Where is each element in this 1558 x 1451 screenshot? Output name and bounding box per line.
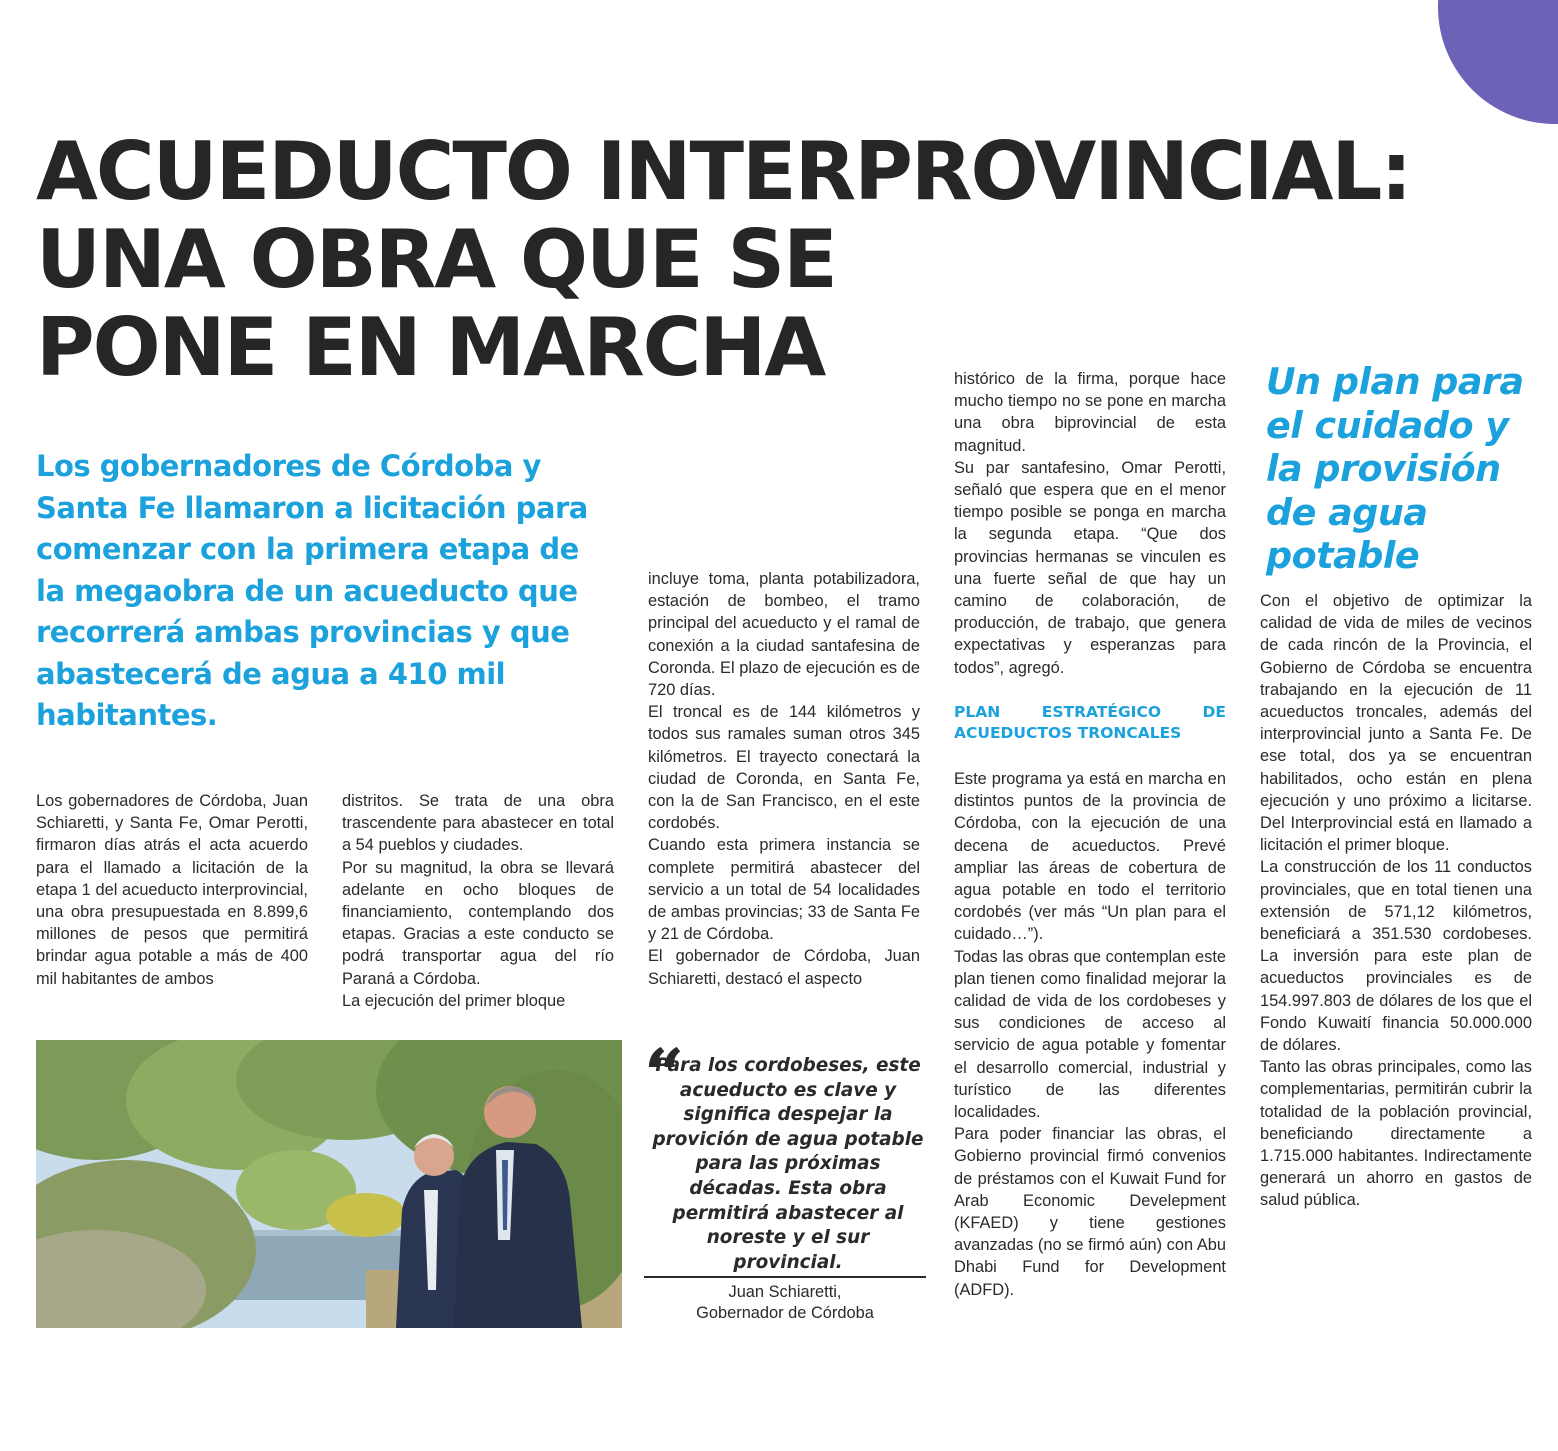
article-paragraph: La ejecución del primer bloque xyxy=(342,991,566,1010)
article-paragraph: Por su magnitud, la obra se llevará adelante en ocho bloques de financiamiento, contemplando dos etapas. Gracias a este conducto se podrá transportar agua del río Paraná a Córdoba. xyxy=(342,858,614,988)
sidebar-column xyxy=(1260,590,1532,1212)
article-paragraph: Este programa ya está en marcha en distintos puntos de la provincia de Córdoba, con la ejecución de una decena de acueductos. Prevé ampliar las áreas de cobertura de agua potable en todo el territorio cordobés (ver más “Un plan para el cuidado…”). xyxy=(954,770,1226,944)
article-paragraph: El gobernador de Córdoba, Juan Schiaretti, destacó el aspecto xyxy=(648,947,920,988)
article-column-4-bottom xyxy=(954,768,1226,1301)
article-paragraph: Todas las obras que contemplan este plan tienen como finalidad mejorar la calidad de vida de los cordobeses y sus condiciones de acceso al servicio de agua potable y fomentar el desarrollo comercial, industrial y turístico de las diferentes localidades. xyxy=(954,947,1226,1122)
sidebar-title: Un plan para el cuidado y la provisión de agua potable xyxy=(1266,360,1524,577)
quote-author-role: Gobernador de Córdoba xyxy=(696,1304,874,1322)
pull-quote: Para los cordobeses, este acueducto es clave y significa despejar la provición de agua potable para las próximas décadas. Esta obra permitirá abastecer al noreste y el sur provincial. xyxy=(652,1055,924,1273)
page-headline xyxy=(36,125,1536,394)
headline-line-2: UNA OBRA QUE SE xyxy=(36,213,836,306)
lead-paragraph: Los gobernadores de Córdoba y Santa Fe llamaron a licitación para comenzar con la primera etapa de la megaobra de un acueducto que recorrerá ambas provincias y que abastecerá de agua a 410 mil habitantes. xyxy=(36,449,588,732)
article-paragraph: histórico de la firma, porque hace mucho tiempo no se pone en marcha una obra biprovincial de esta magnitud. xyxy=(954,370,1226,455)
article-paragraph: incluye toma, planta potabilizadora, estación de bombeo, el tramo principal del acueducto y el ramal de conexión a la ciudad santafesina de Coronda. El plazo de ejecución es de 720 días. xyxy=(648,570,920,700)
decorative-corner-circle xyxy=(1438,0,1558,124)
article-paragraph: El troncal es de 144 kilómetros y todos sus ramales suman otros 345 kilómetros. El trayecto conectará la ciudad de Coronda, en Santa Fe, con la de San Francisco, en el este cordobés. xyxy=(648,703,920,833)
article-photo xyxy=(36,1040,622,1328)
article-column-1 xyxy=(36,790,308,990)
sidebar-paragraph: Con el objetivo de optimizar la calidad de vida de miles de vecinos de cada rincón de la Provincia, el Gobierno de Córdoba se encuentra trabajando en la ejecución de 11 acueductos troncales, además del interprovincial junto a Santa Fe. De ese total, dos ya se encuentran habilitados, ocho están en plena ejecución y uno próximo a licitarse. Del Interprovincial está en llamado a licitación el primer bloque. xyxy=(1260,592,1532,855)
sidebar-paragraph: La construcción de los 11 conductos provinciales, que en total tienen una extensión de 571,12 kilómetros, beneficiará a 351.530 cordobeses. La inversión para este plan de acueductos provinciales es de 154.997.803 de dólares de los que el Fondo Kuwaití financia 50.000.000 de dólares. xyxy=(1260,858,1532,1055)
headline-line-1: ACUEDUCTO INTERPROVINCIAL: xyxy=(36,125,1411,218)
sidebar-paragraph: Tanto las obras principales, como las complementarias, permitirán cubrir la totalidad de la población provincial, beneficiando directamente a 1.715.000 habitantes. Indirectamente generará un ahorro en gastos de salud pública. xyxy=(1260,1058,1532,1210)
article-column-2 xyxy=(342,790,614,1012)
article-paragraph: Los gobernadores de Córdoba, Juan Schiaretti, y Santa Fe, Omar Perotti, firmaron días atrás el acta acuerdo para el llamado a licitación de la etapa 1 del acueducto interprovincial, una obra presupuestada en 8.899,6 millones de pesos que permitirá brindar agua potable a más de 400 mil habitantes de ambos xyxy=(36,792,308,988)
article-paragraph: Su par santafesino, Omar Perotti, señaló que espera que en el menor tiempo posible se ponga en marcha la segunda etapa. “Que dos provincias hermanas se vinculen es una fuerte señal de que hay un camino de colaboración, de producción, de trabajo, que genera expectativas y esperanzas para todos”, agregó. xyxy=(954,458,1226,677)
article-column-4-top xyxy=(954,368,1226,679)
section-subhead: PLAN ESTRATÉGICO DE ACUEDUCTOS TRONCALES xyxy=(954,703,1226,742)
quote-author-name: Juan Schiaretti, xyxy=(728,1283,842,1301)
article-paragraph: Cuando esta primera instancia se complete permitirá abastecer del servicio a un total de 54 localidades de ambas provincias; 33 de Santa Fe y 21 de Córdoba. xyxy=(648,836,920,944)
article-paragraph: Para poder financiar las obras, el Gobierno provincial firmó convenios de préstamos con el Kuwait Fund for Arab Economic Develepment (KFAED) y tiene gestiones avanzadas (no se firmó aún) con Abu Dhabi Fund for Development (ADFD). xyxy=(954,1125,1226,1299)
photo-illustration xyxy=(36,1040,622,1328)
quote-mark-icon: “ xyxy=(644,1033,685,1116)
quote-divider xyxy=(644,1276,926,1278)
article-column-3 xyxy=(648,568,920,990)
quote-attribution xyxy=(644,1282,926,1324)
article-paragraph: distritos. Se trata de una obra trascendente para abastecer en total a 54 pueblos y ciudades. xyxy=(342,792,614,855)
headline-line-3: PONE EN MARCHA xyxy=(36,301,825,394)
